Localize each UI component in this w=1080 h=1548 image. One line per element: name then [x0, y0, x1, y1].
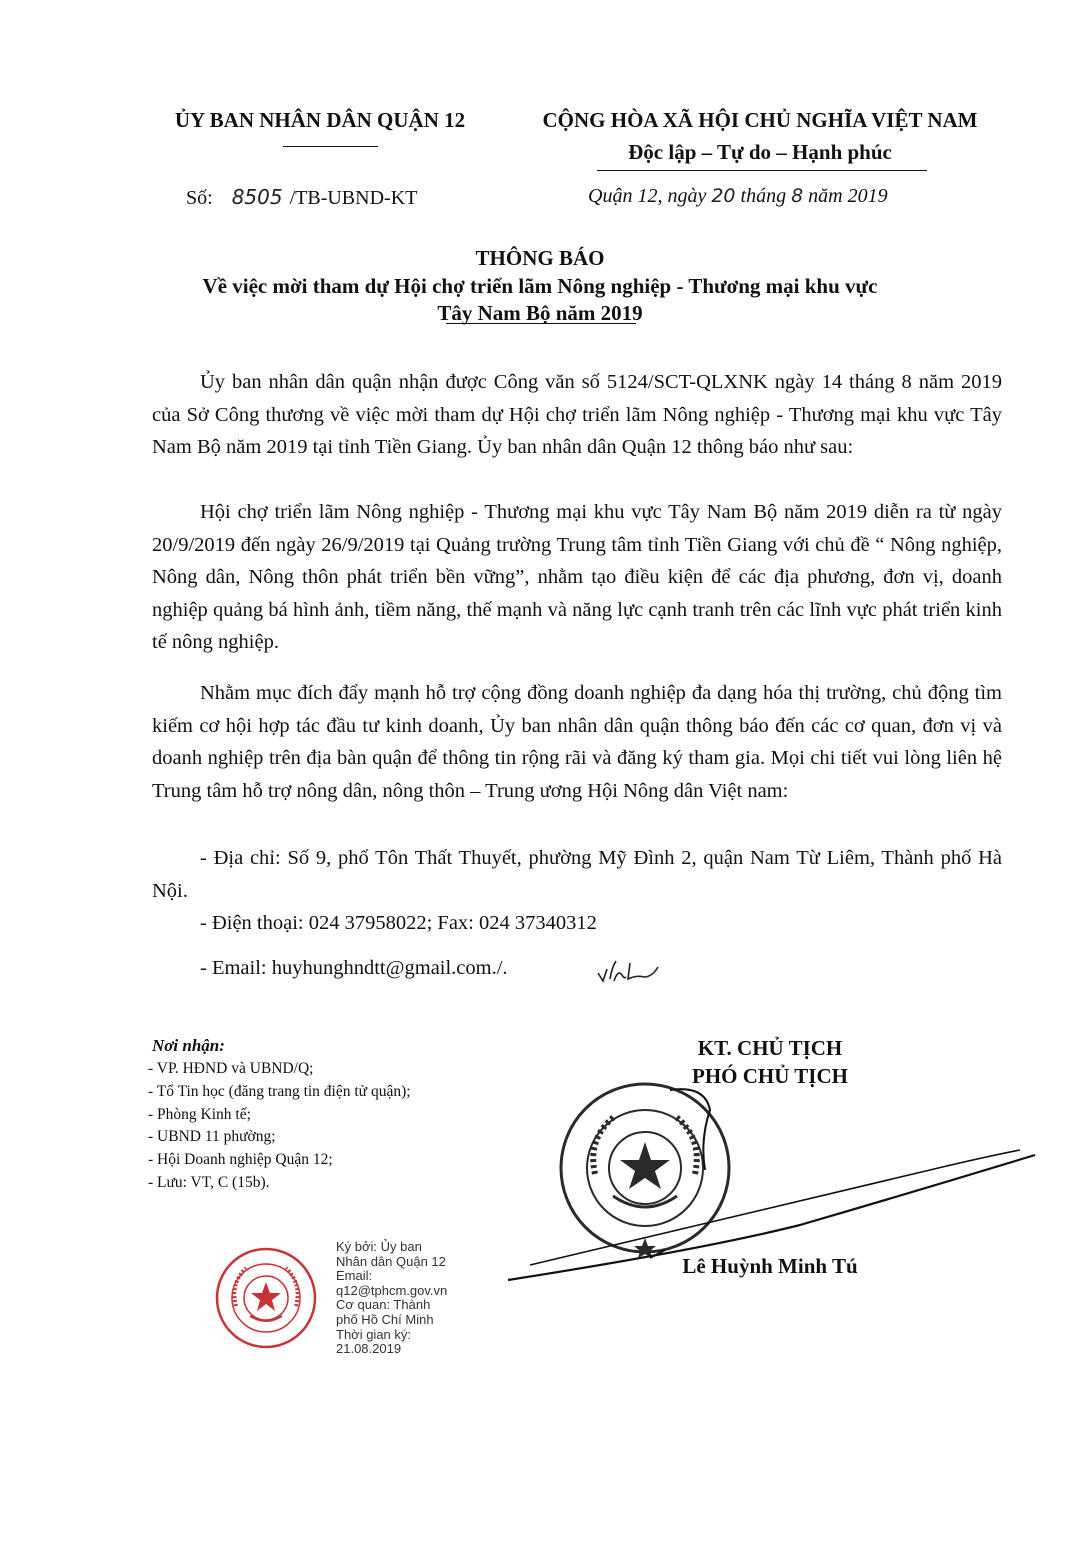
digital-signature-line: Cơ quan: Thành — [336, 1297, 431, 1313]
recipient-item: - Hội Doanh nghiệp Quận 12; — [148, 1151, 333, 1169]
recipient-item: - VP. HĐND và UBND/Q; — [148, 1060, 314, 1077]
contact-address: - Địa chỉ: Số 9, phố Tôn Thất Thuyết, phường Mỹ Đình 2, quận Nam Từ Liêm, Thành phố Hà Nội. — [152, 847, 1002, 902]
digital-signature-line: Email: — [336, 1268, 373, 1284]
signature-title-1: KT. CHỦ TỊCH — [697, 1036, 843, 1060]
date-year: năm 2019 — [808, 185, 888, 207]
document-date — [588, 185, 888, 208]
digital-signature-line: Ký bởi: Ủy ban — [336, 1239, 422, 1254]
document-number-suffix: /TB-UBND-KT — [289, 187, 418, 209]
digital-signature-line: Nhân dân Quận 12 — [336, 1253, 446, 1269]
country-name: CỘNG HÒA XÃ HỘI CHỦ NGHĨA VIỆT NAM — [542, 108, 978, 132]
recipients-title: Nơi nhận: — [152, 1036, 225, 1055]
date-month-label: tháng — [740, 185, 787, 207]
digital-signature-line: phố Hồ Chí Minh — [336, 1311, 434, 1327]
document-title: THÔNG BÁO — [475, 246, 605, 270]
document-subtitle-line2: Tây Nam Bộ năm 2019 — [437, 301, 643, 325]
signer-name: Lê Huỳnh Minh Tú — [682, 1254, 858, 1278]
digital-signature-line: q12@tphcm.gov.vn — [336, 1282, 448, 1298]
agency-name: ỦY BAN NHÂN DÂN QUẬN 12 — [174, 108, 466, 132]
contact-phone: - Điện thoại: 024 37958022; Fax: 024 37340312 — [200, 912, 597, 934]
digital-signature-line: 21.08.2019 — [336, 1341, 402, 1357]
signature-title-2: PHÓ CHỦ TỊCH — [692, 1064, 848, 1088]
document-subtitle-line1: Về việc mời tham dự Hội chợ triển lãm Nông nghiệp - Thương mại khu vực — [202, 274, 878, 298]
document-number — [186, 185, 417, 210]
title-underline — [446, 323, 636, 324]
digital-signature-seal-icon — [214, 1246, 318, 1350]
digital-signature-info — [336, 1240, 447, 1357]
recipient-item: - Phòng Kinh tế; — [148, 1105, 251, 1123]
date-month: 8 — [791, 185, 804, 207]
national-motto: Độc lập – Tự do – Hạnh phúc — [628, 140, 892, 164]
body-paragraph-1: Ủy ban nhân dân quận nhận được Công văn số 5124/SCT-QLXNK ngày 14 tháng 8 năm 2019 của Sở Công thương về việc mời tham dự Hội chợ triển lãm Nông nghiệp - Thương mại khu vực Tây Nam Bộ năm 2019 tại tỉnh Tiền Giang. Ủy ban nhân dân Quận 12 thông báo như sau: — [152, 371, 1002, 458]
initials-mark-icon — [592, 955, 662, 990]
motto-underline — [597, 170, 927, 171]
recipient-item: - Tổ Tin học (đăng trang tin điện tử quận); — [148, 1082, 411, 1100]
recipients-list — [148, 1058, 411, 1195]
recipient-item: - Lưu: VT, C (15b). — [148, 1173, 270, 1191]
agency-underline — [283, 146, 378, 147]
digital-signature-line: Thời gian ký: — [336, 1326, 411, 1342]
document-number-handwritten: 8505 — [231, 185, 283, 209]
date-day: 20 — [711, 185, 736, 207]
document-number-label: Số: — [186, 187, 213, 209]
recipient-item: - UBND 11 phường; — [148, 1128, 276, 1146]
body-paragraph-3: Nhằm mục đích đẩy mạnh hỗ trợ cộng đồng doanh nghiệp đa dạng hóa thị trường, chủ động tìm kiếm cơ hội hợp tác đầu tư kinh doanh, Ủy ban nhân dân quận thông báo đến các cơ quan, đơn vị và doanh nghiệp trên địa bàn quận để thông tin rộng rãi và đăng ký tham gia. Mọi chi tiết vui lòng liên hệ Trung tâm hỗ trợ nông dân, nông thôn – Trung ương Hội Nông dân Việt nam: — [152, 682, 1002, 802]
date-prefix: Quận 12, ngày — [588, 185, 707, 207]
contact-email: - Email: huyhunghndtt@gmail.com./. — [200, 957, 508, 979]
body-paragraph-2: Hội chợ triển lãm Nông nghiệp - Thương mại khu vực Tây Nam Bộ năm 2019 diễn ra từ ngày 20/9/2019 đến ngày 26/9/2019 tại Quảng trường Trung tâm tỉnh Tiền Giang với chủ đề “ Nông nghiệp, Nông dân, Nông thôn phát triển bền vững”, nhằm tạo điều kiện để các địa phương, đơn vị, doanh nghiệp quảng bá hình ảnh, tiềm năng, thế mạnh và năng lực cạnh tranh trên các lĩnh vực phát triển kinh tế nông nghiệp. — [152, 501, 1002, 653]
